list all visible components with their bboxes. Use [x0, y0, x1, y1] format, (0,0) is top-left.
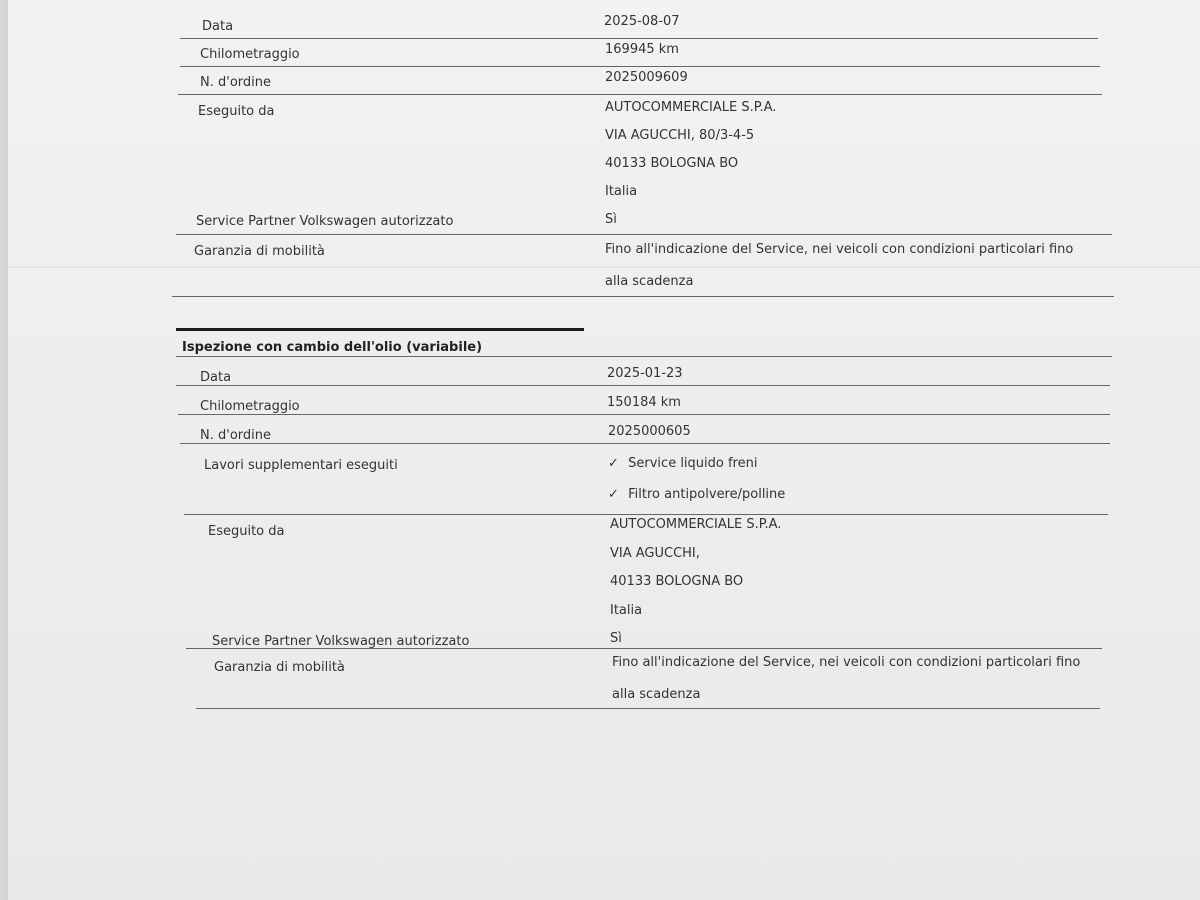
address-line: VIA AGUCCHI, 80/3-4-5: [605, 128, 755, 143]
row-label: Chilometraggio: [200, 399, 300, 414]
address-line: Italia: [610, 602, 643, 618]
lavori-label: Lavori supplementari eseguiti: [204, 458, 398, 473]
garanzia-line: alla scadenza: [605, 274, 694, 289]
row-label: Data: [202, 19, 234, 34]
eseguito-label: Eseguito da: [198, 104, 275, 119]
garanzia-label: Garanzia di mobilità: [194, 244, 325, 259]
table-row: [180, 38, 1100, 67]
eseguito-address: [610, 511, 781, 654]
row-label: Chilometraggio: [200, 47, 300, 62]
address-line: VIA AGUCCHI,: [610, 545, 700, 561]
row-value: 2025-08-07: [604, 14, 680, 29]
check-icon: ✓: [608, 456, 619, 471]
check-icon: ✓: [608, 487, 619, 502]
partner-label: Service Partner Volkswagen autorizzato: [196, 214, 454, 229]
partner-value: Sì: [605, 212, 617, 227]
list-item: [608, 479, 785, 510]
garanzia-row: [196, 650, 1100, 709]
table-row: [180, 10, 1098, 39]
row-value: 2025-01-23: [607, 366, 683, 381]
table-row: [176, 357, 1110, 386]
eseguito-address: [605, 94, 776, 234]
section-header-row: [176, 334, 1112, 357]
garanzia-line: Fino all'indicazione del Service, nei veicoli con condizioni particolari fino: [605, 242, 1074, 257]
list-item: [608, 448, 785, 479]
row-label: N. d'ordine: [200, 75, 271, 90]
address-line: Italia: [605, 184, 638, 199]
garanzia-text: [605, 234, 1073, 298]
lavori-list: [608, 448, 785, 510]
address-line: 40133 BOLOGNA BO: [610, 574, 744, 589]
eseguito-row: [186, 516, 1102, 649]
row-value: 2025009609: [605, 70, 688, 85]
partner-label: Service Partner Volkswagen autorizzato: [212, 634, 470, 649]
section-divider: [176, 328, 584, 331]
garanzia-line: Fino all'indicazione del Service, nei veicoli con condizioni particolari fino: [612, 655, 1081, 670]
section-title: Ispezione con cambio dell'olio (variabile): [182, 340, 483, 355]
table-row: [178, 386, 1110, 415]
eseguito-row: [176, 94, 1112, 235]
row-value: 169945 km: [605, 42, 679, 57]
garanzia-row: [172, 236, 1114, 297]
page-edge: [0, 0, 8, 900]
lavori-item: Filtro antipolvere/polline: [628, 487, 786, 502]
lavori-item: Service liquido freni: [628, 456, 758, 471]
row-value: 2025000605: [608, 424, 691, 439]
address-line: AUTOCOMMERCIALE S.P.A.: [605, 100, 777, 115]
row-label: Data: [200, 370, 232, 385]
row-label: N. d'ordine: [200, 428, 271, 443]
garanzia-label: Garanzia di mobilità: [214, 660, 345, 675]
garanzia-text: [612, 647, 1080, 711]
eseguito-label: Eseguito da: [208, 524, 285, 539]
lavori-row: [184, 444, 1108, 515]
table-row: [180, 415, 1110, 444]
row-value: 150184 km: [607, 395, 681, 410]
address-line: 40133 BOLOGNA BO: [605, 156, 739, 171]
partner-value: Sì: [610, 631, 622, 646]
garanzia-line: alla scadenza: [612, 687, 701, 702]
address-line: AUTOCOMMERCIALE S.P.A.: [610, 517, 782, 532]
table-row: [178, 66, 1102, 95]
